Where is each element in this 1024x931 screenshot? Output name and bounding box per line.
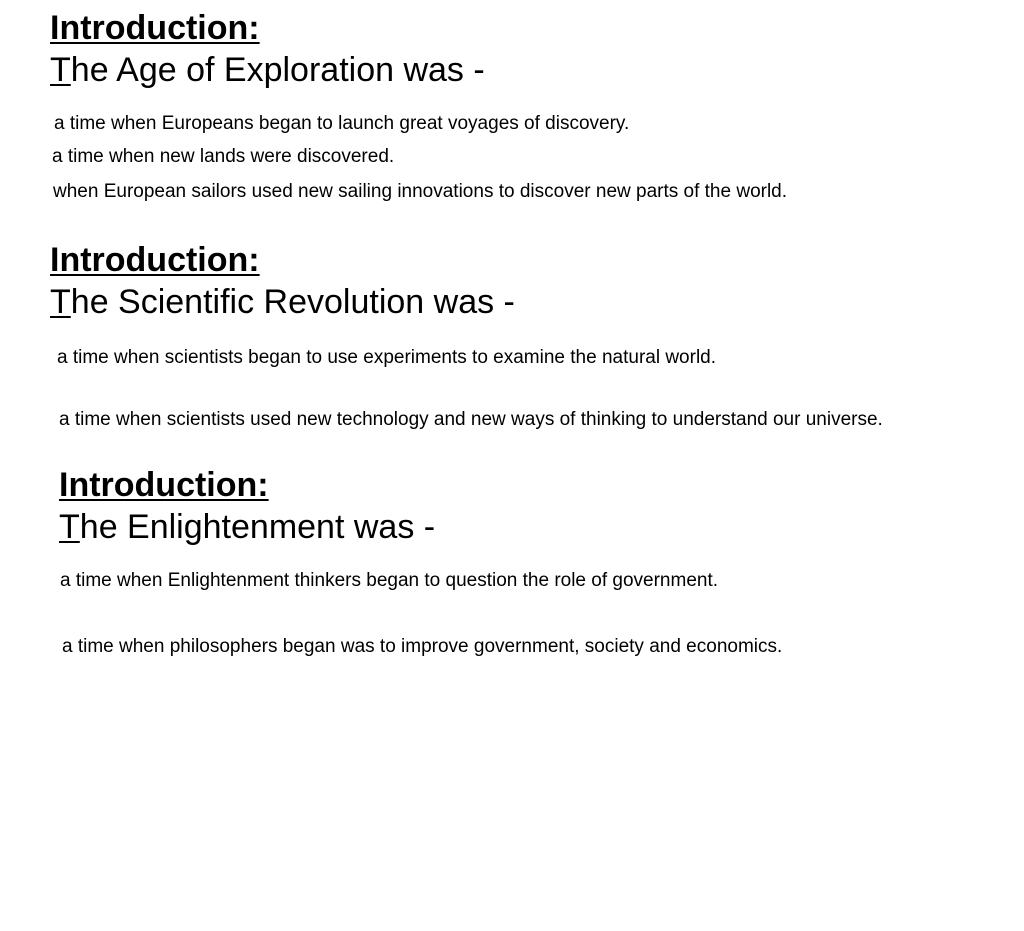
subtitle-initial: T [59, 508, 80, 546]
section-heading: Introduction: [50, 9, 260, 47]
subtitle-text: he Enlightenment was - [79, 508, 436, 546]
section-subtitle [50, 50, 485, 90]
section-subtitle [59, 507, 435, 547]
definition-line: a time when scientists used new technology and new ways of thinking to understand our universe. [59, 409, 883, 430]
subtitle-initial: T [50, 51, 71, 89]
subtitle-text: he Age of Exploration was - [70, 51, 485, 89]
section-heading: Introduction: [59, 466, 269, 504]
subtitle-text: he Scientific Revolution was - [70, 283, 515, 321]
definition-line: a time when scientists began to use experiments to examine the natural world. [57, 347, 717, 368]
definition-line: a time when Europeans began to launch great voyages of discovery. [54, 113, 630, 134]
definition-line: a time when new lands were discovered. [52, 146, 395, 167]
definition-line: when European sailors used new sailing innovations to discover new parts of the world. [53, 181, 788, 202]
subtitle-initial: T [50, 283, 71, 321]
section-heading: Introduction: [50, 241, 260, 279]
definition-line: a time when Enlightenment thinkers began to question the role of government. [60, 570, 719, 591]
definition-line: a time when philosophers began was to improve government, society and economics. [62, 636, 783, 657]
section-subtitle [50, 282, 515, 322]
